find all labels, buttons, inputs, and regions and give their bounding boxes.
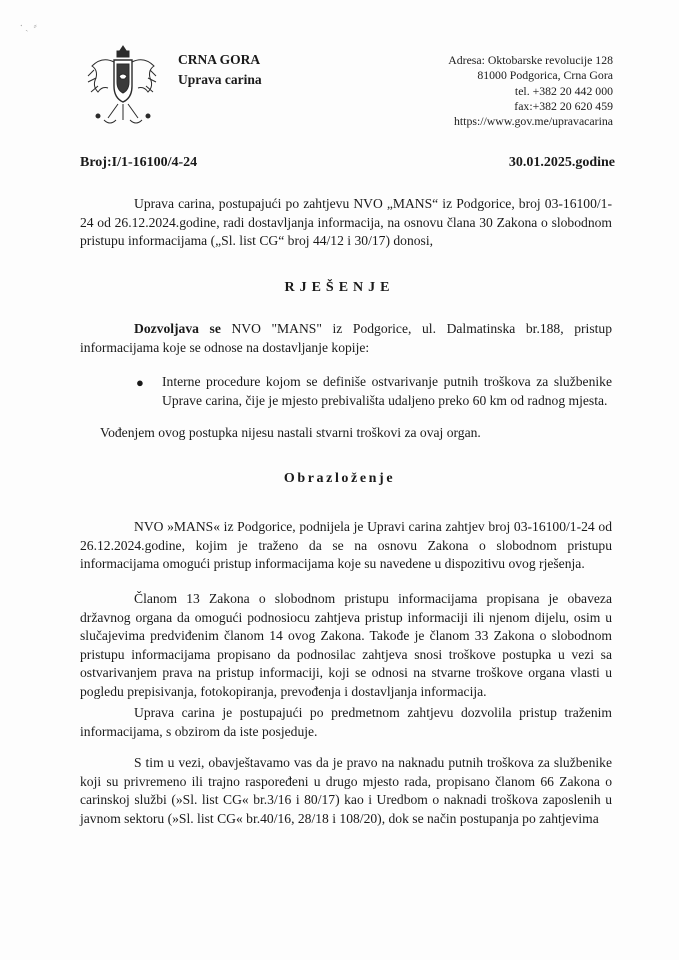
list-item-text: Interne procedure kojom se definiše ostvarivanje putnih troškova za službenike Uprave carina, čije je mjesto prebivališta udaljeno preko 60 km od radnog mjesta. [162, 374, 612, 408]
explanation-paragraph-1: NVO »MANS« iz Podgorice, podnijela je Upravi carina zahtjev broj 03-16100/1-24 od 26.12.2024.godine, kojim je traženo da se na osnovu Zakona o slobodnom pristupu informacijama omogući pristup informacijama koje su navedene u dispozitivu ovog rješenja. [80, 519, 612, 572]
decision-paragraph [80, 320, 612, 357]
bullet-icon: ● [136, 375, 144, 390]
scan-artifact: ⸱ ˎ ⸗ [20, 21, 37, 32]
decision-text: NVO "MANS" iz Podgorice, ul. Dalmatinska br.188, pristup informacijama koje se odnose na dostavljanje kopije: [80, 321, 612, 355]
address-line: Adresa: Oktobarske revolucije 128 [448, 53, 613, 67]
address-line: 81000 Podgorica, Crna Gora [477, 68, 613, 83]
document-date: 30.01.2025.godine [508, 155, 615, 170]
address-line: fax:+382 20 620 459 [514, 98, 613, 113]
address-line: tel. +382 20 442 000 [514, 83, 613, 98]
coat-of-arms-icon [84, 40, 162, 132]
explanation-paragraph-4: S tim u vezi, obavještavamo vas da je pravo na naknadu putnih troškova za službenike koji su privremeno ili trajno raspoređeni u drugo mjesto rada, propisano članom 66 Zakona o carinskoj službi (»Sl. list CG« br.3/16 i 80/17) kao i Uredbom o naknadi troškova zaposlenih u javnom sektoru (»Sl. list CG« br.40/16, 28/18 i 108/20), dok se način postupanja po zahtjevima [80, 755, 612, 826]
org-agency: Uprava carina [178, 72, 262, 87]
address-block [448, 53, 613, 129]
explanation-paragraph-3: Uprava carina je postupajući po predmetnom zahtjevu dozvolila pristup traženim informacijama, s obzirom da iste posjeduje. [80, 705, 612, 739]
reference-number: Broj:I/1-16100/4-24 [80, 155, 198, 170]
address-line: https://www.gov.me/upravacarina [454, 114, 613, 129]
decision-title: RJEŠENJE [284, 280, 395, 295]
organization-name [178, 50, 262, 90]
explanation-title: Obrazloženje [283, 471, 396, 486]
intro-paragraph: Uprava carina, postupajući po zahtjevu NVO „MANS“ iz Podgorice, broj 03-16100/1-24 od 26.12.2024.godine, radi dostavljanja informacija, na osnovu člana 30 Zakona o slobodnom pristupu informacijama („Sl. list CG“ broj 44/12 i 30/17) donosi, [80, 196, 612, 249]
explanation-paragraph-2: Članom 13 Zakona o slobodnom pristupu informacijama propisana je obaveza državnog organa da omogući podnosiocu zahtjeva pristup informaciji ili njenom dijelu, osim u slučajevima predviđenim članom 14 ovog Zakona. Takođe je članom 33 Zakona o slobodnom pristupu informacijama propisano da podnosilac zahtjeva snosi troškove postupka u vezi sa ostvarivanjem prava na pristup informaciji, koji se odnosi na stvarne troškove organa vlasti u pogledu prepisivanja, fotokopiranja, prevođenja i dostavljanja informacija. [80, 591, 612, 699]
costs-statement: Vođenjem ovog postupka nijesu nastali stvarni troškovi za ovaj organ. [100, 425, 481, 440]
decision-lead: Dozvoljava se [134, 321, 221, 336]
org-country: CRNA GORA [178, 52, 261, 67]
